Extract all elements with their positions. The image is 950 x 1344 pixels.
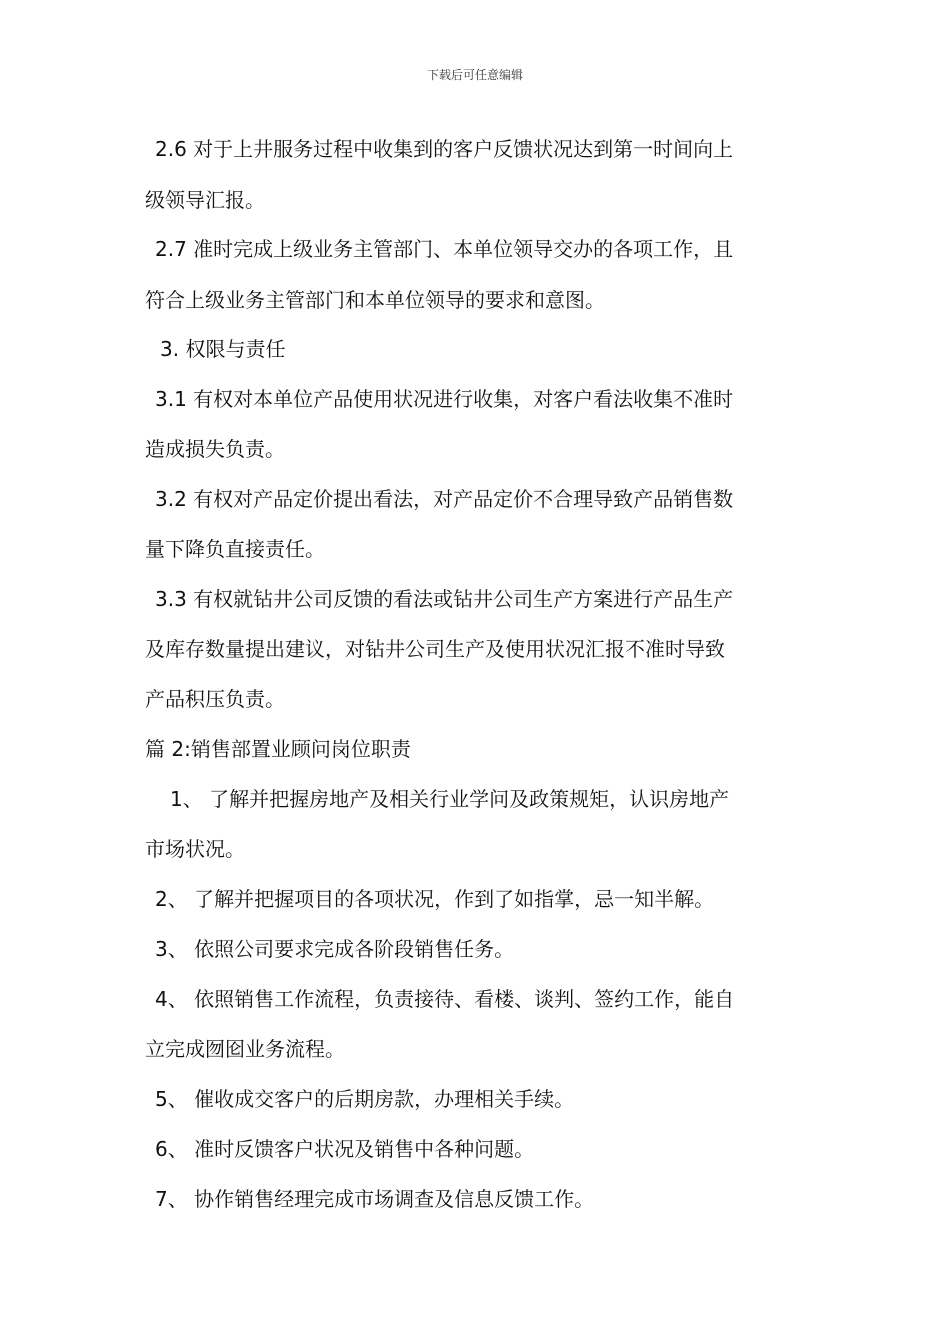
text-line: 2.7 准时完成上级业务主管部门、本单位领导交办的各项工作，且 (155, 237, 734, 261)
text-line: 造成损失负责。 (145, 437, 285, 461)
text-line: 及库存数量提出建议，对钻井公司生产及使用状况汇报不准时导致 (145, 637, 725, 661)
section-heading: 3. 权限与责任 (160, 337, 286, 361)
list-item: 5、 催收成交客户的后期房款，办理相关手续。 (155, 1087, 575, 1111)
text-line: 符合上级业务主管部门和本单位领导的要求和意图。 (145, 288, 605, 312)
text-line: 市场状况。 (145, 837, 245, 861)
list-item: 4、 依照销售工作流程，负责接待、看楼、谈判、签约工作，能自 (155, 987, 735, 1011)
list-item: 2、 了解并把握项目的各项状况，作到了如指掌，忌一知半解。 (155, 887, 715, 911)
text-line: 产品积压负责。 (145, 687, 285, 711)
text-line: 3.3 有权就钻井公司反馈的看法或钻井公司生产方案进行产品生产 (155, 587, 734, 611)
page-header: 下载后可任意编辑 (426, 68, 523, 82)
section-heading: 篇 2:销售部置业顾问岗位职责 (145, 737, 411, 761)
text-line: 3.2 有权对产品定价提出看法，对产品定价不合理导致产品销售数 (155, 487, 734, 511)
text-line: 2.6 对于上井服务过程中收集到的客户反馈状况达到第一时间向上 (155, 137, 734, 161)
list-item: 1、 了解并把握房地产及相关行业学问及政策规矩，认识房地产 (170, 787, 730, 811)
list-item: 7、 协作销售经理完成市场调查及信息反馈工作。 (155, 1187, 595, 1211)
text-line: 级领导汇报。 (145, 188, 265, 212)
text-line: 3.1 有权对本单位产品使用状况进行收集，对客户看法收集不准时 (155, 387, 734, 411)
list-item: 6、 准时反馈客户状况及销售中各种问题。 (155, 1137, 535, 1161)
text-line: 立完成囫囵业务流程。 (145, 1037, 345, 1061)
list-item: 3、 依照公司要求完成各阶段销售任务。 (155, 937, 515, 961)
text-line: 量下降负直接责任。 (145, 537, 325, 561)
